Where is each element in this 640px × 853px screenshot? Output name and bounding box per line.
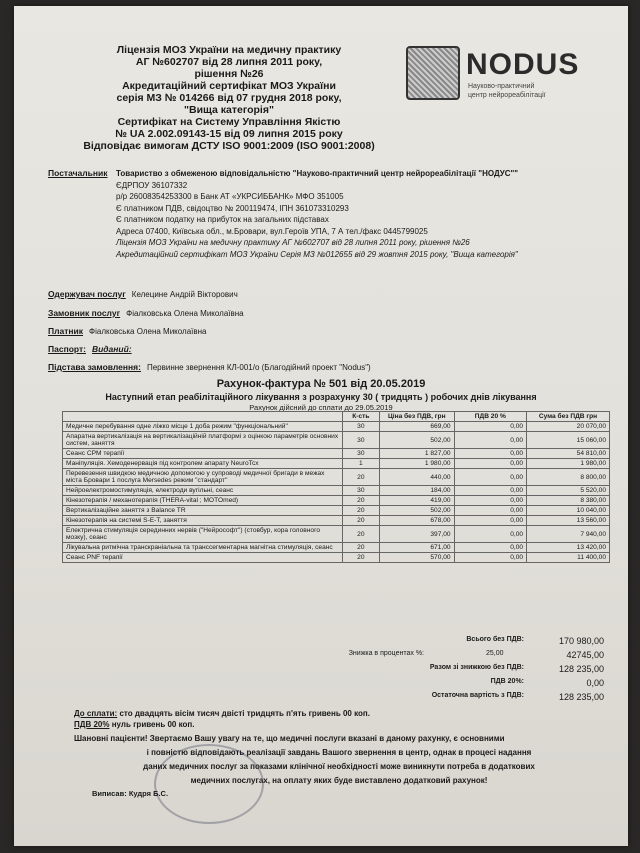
supplier-accreditation: Акредитаційний сертифікат МОЗ України Серія МЗ №012655 від 29 жовтня 2015 року, "Вища категорія" [116,249,518,259]
notice-line: Шановні пацієнти! Звертаємо Вашу увагу на те, що медичні послуги вказані в даному рахунку, є основними [74,734,505,743]
payer-row: Платник Фіалковська Олена Миколаївна [48,326,207,336]
sum-cell: 20 070,00 [527,422,610,432]
invoice-valid-until: Рахунок дійсний до сплати до 29.05.2019 [249,403,393,412]
service-name-cell: Лікувальна ритмічна транскраніальна та транссегментарна магнітна стимуляція, сеанс [63,543,343,553]
brand-subtitle: Науково-практичний центр нейрореабілітації [468,83,546,99]
basis-value: Первинне звернення КЛ-001/о (Благодійний проект "Nodus") [146,363,371,372]
vat-cell: 0,00 [454,449,527,459]
vat-cell: 0,00 [454,469,527,486]
passport-row: Паспорт: Виданий: [48,344,132,354]
supplier-name: Товариство з обмеженою відповідальністю "Науково-практичний центр нейрореабілітації "НОДУС"" [116,169,519,178]
discount-percent: 25,00 [486,650,504,657]
table-row [63,516,610,526]
vat-cell: 0,00 [454,543,527,553]
invoice-title: Рахунок-фактура № 501 від 20.05.2019 [216,378,426,390]
vat-row: ПДВ 20%: 0,00 [490,678,604,688]
payer-value: Фіалковська Олена Миколаївна [89,327,207,336]
supplier-line: Є платником ПДВ, свідоцтво № 200119474, ІПН 361073310293 [116,203,349,213]
price-cell: 1 980,00 [379,459,454,469]
sum-cell: 5 520,00 [527,486,610,496]
vat-cell: 0,00 [454,496,527,506]
quantity-cell: 30 [342,486,379,496]
vat-cell: 0,00 [454,506,527,516]
recipient-row: Одержувач послуг Келецине Андрій Вікторович [48,289,238,299]
nodus-logo [406,46,606,106]
sum-cell: 1 980,00 [527,459,610,469]
supplier-details [116,168,616,260]
services-table [62,411,610,563]
vat-cell: 0,00 [454,432,527,449]
sum-cell: 8 800,00 [527,469,610,486]
service-name-cell: Вертикалізаційне заняття з Balance TR [63,506,343,516]
table-row [63,459,610,469]
quantity-cell: 20 [342,543,379,553]
sum-cell: 13 420,00 [527,543,610,553]
vat-cell: 0,00 [454,486,527,496]
table-row [63,432,610,449]
sum-cell: 54 810,00 [527,449,610,459]
header-line: АГ №602707 від 28 липня 2011 року, [135,56,323,68]
supplier-line: Адреса 07400, Київська обл., м.Бровари, вул.Героїв УПА, 7 А тел./факс 0445799025 [116,226,428,236]
sum-cell: 10 040,00 [527,506,610,516]
supplier-label: Постачальник [48,168,108,178]
price-cell: 440,00 [379,469,454,486]
table-row [63,506,610,516]
vat-cell: 0,00 [454,422,527,432]
signer-name: Кудря Б.С. [128,789,169,798]
with-discount-value: 128 235,00 [558,664,604,674]
recipient-value: Келецине Андрій Вікторович [131,290,238,299]
price-cell: 570,00 [379,553,454,563]
sum-cell: 7 940,00 [527,526,610,543]
header-line: № UA 2.002.09143-15 від 09 липня 2015 року [115,128,343,140]
supplier-line: р/р 26008354253300 в Банк АТ «УКРСИББАНК» МФО 351005 [116,192,344,201]
table-row [63,449,610,459]
totals-block [314,636,614,706]
basis-row: Підстава замовлення: Первинне звернення КЛ-001/о (Благодійний проект "Nodus") [48,362,371,372]
brand-name: NODUS [466,48,580,81]
supplier-license: Ліцензія МОЗ України на медичну практику АГ №602707 від 28 липня 2011 року, рішення №26 [116,238,470,247]
quantity-cell: 30 [342,449,379,459]
price-cell: 669,00 [379,422,454,432]
table-header-row: К-сть Ціна без ПДВ, грн ПДВ 20 % Сума без ПДВ грн [63,412,610,422]
vat-words-line: ПДВ 20% нуль гривень 00 коп. [74,720,195,729]
header-line: "Вища категорія" [184,104,274,116]
sum-cell: 15 060,00 [527,432,610,449]
service-name-cell: Кінезотерапія / механотерапія (THERA-vital ; MOTOmed) [63,496,343,506]
quantity-cell: 20 [342,506,379,516]
price-cell: 502,00 [379,432,454,449]
sum-cell: 13 560,00 [527,516,610,526]
quantity-cell: 20 [342,496,379,506]
table-row [63,469,610,486]
header-line: Акредитаційний сертифікат МОЗ України [122,80,336,92]
sum-cell: 8 380,00 [527,496,610,506]
service-name-cell: Сеанс CPM терапії [63,449,343,459]
notice-line: даних медичних послуг за показами клінічної необхідності може виникнути потреба в додаткових [143,762,535,771]
header-line: Сертифікат на Систему Управління Якістю [117,116,341,128]
vat-value: 0,00 [586,678,604,688]
header-line: рішення №26 [194,68,264,80]
table-row [63,553,610,563]
discount-row: Знижка в процентах %: 25,00 42745,00 [348,650,604,660]
quantity-cell: 20 [342,526,379,543]
price-cell: 184,00 [379,486,454,496]
service-name-cell: Електрична стимуляція серединних нервів ("Нейрософт") (стовбур, кора головного мозку), сеанс [63,526,343,543]
service-name-cell: Медичне перебування одне ліжко місце 1 доба режим "функціональний" [63,422,343,432]
quantity-cell: 30 [342,432,379,449]
quantity-cell: 1 [342,459,379,469]
table-row [63,526,610,543]
quantity-cell: 20 [342,516,379,526]
vat-cell: 0,00 [454,516,527,526]
service-name-cell: Маніпуляція. Хемоденервація під контролем апарату NeuroTcx [63,459,343,469]
quantity-cell: 20 [342,469,379,486]
license-header [44,44,414,152]
table-row [63,543,610,553]
supplier-line: Є платником податку на прибуток на загальних підставах [116,215,329,224]
price-cell: 397,00 [379,526,454,543]
vat-cell: 0,00 [454,526,527,543]
with-discount-row: Разом зі знижкою без ПДВ: 128 235,00 [429,664,604,674]
header-line: Ліцензія МОЗ України на медичну практику [116,44,342,56]
discount-value: 42745,00 [566,650,604,660]
vat-cell: 0,00 [454,553,527,563]
price-cell: 678,00 [379,516,454,526]
signed-by: Виписав: Кудря Б.С. [92,789,169,798]
service-name-cell: Кінезотерапія на системі S-E-T, заняття [63,516,343,526]
notice-line: і повністю відповідають реалізації завдань Вашого звернення в центр, однак в процесі надання [146,748,532,757]
quantity-cell: 30 [342,422,379,432]
quantity-cell: 20 [342,553,379,563]
footer-block [74,708,604,786]
company-stamp-icon [154,744,264,824]
table-row [63,496,610,506]
customer-value: Фіалковська Олена Миколаївна [126,309,244,318]
price-cell: 671,00 [379,543,454,553]
header-line: Відповідає вимогам ДСТУ ISO 9001:2009 (ISO 9001:2008) [83,140,375,152]
total-value: 170 980,00 [558,636,604,646]
service-name-cell: Сеанс PNF терапії [63,553,343,563]
final-row: Остаточна вартість з ПДВ: 128 235,00 [431,692,604,702]
service-name-cell: Перевезення швидкою медичною допомогою у супроводі медичної бригади в межах міста Бровари 1 послуга Mersedes режим "стандарт" [63,469,343,486]
service-name-cell: Апаратна вертикалізація на вертикалізаційній платформі з оцінкою параметрів основних систем, заняття [63,432,343,449]
header-line: серія МЗ № 014266 від 07 грудня 2018 року, [116,92,342,104]
total-row: Всього без ПДВ: 170 980,00 [466,636,604,646]
price-cell: 502,00 [379,506,454,516]
invoice-paper [14,6,628,846]
invoice-subtitle: Наступний етап реабілітаційного лікування з розрахунку 30 ( тридцять ) робочих днів лікування [105,392,537,402]
price-cell: 419,00 [379,496,454,506]
price-cell: 1 827,00 [379,449,454,459]
sum-cell: 11 400,00 [527,553,610,563]
customer-row: Замовник послуг Фіалковська Олена Миколаївна [48,308,244,318]
vat-cell: 0,00 [454,459,527,469]
table-row [63,486,610,496]
logo-emblem-icon [406,46,460,100]
table-row [63,422,610,432]
final-value: 128 235,00 [558,692,604,702]
notice-line: медичних послугах, на оплату яких буде виставлено додатковий рахунок! [190,776,488,785]
service-name-cell: Нейроелектромостимуляція, електроди вугільні, сеанс [63,486,343,496]
to-pay-line: До сплати: сто двадцять вісім тисяч двісті тридцять п'ять гривень 00 коп. [74,709,370,718]
supplier-line: ЄДРПОУ 36107332 [116,180,188,190]
